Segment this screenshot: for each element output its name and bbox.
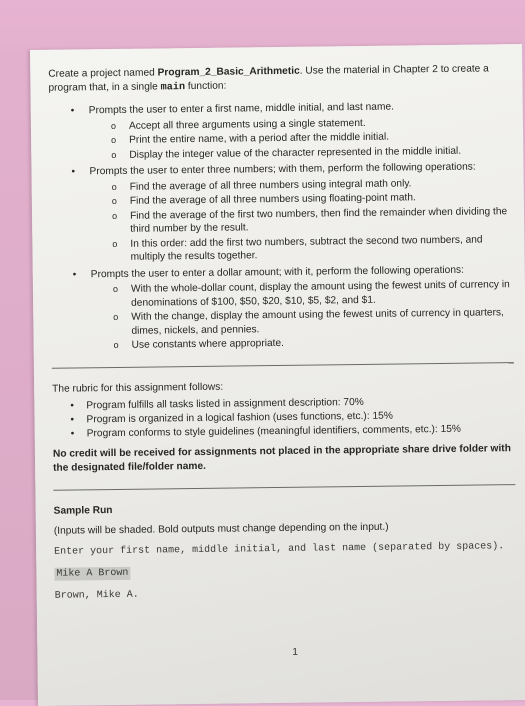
sample-run-note: (Inputs will be shaded. Bold outputs must change depending on the input.) [53,521,389,537]
intro-text: Create a project named [48,67,158,80]
sub-requirement-item: o Accept all three arguments using a single statement. [110,117,366,132]
circle-bullet-icon: o [113,311,119,323]
circle-bullet-icon: o [111,134,117,146]
no-credit-notice: No credit will be received for assignments not placed in the appropriate share drive folder with the designated file/folder name. [52,442,511,474]
bullet-icon: • [70,105,75,117]
bullet-icon: • [70,413,75,426]
divider [52,362,514,369]
bullet-icon: • [71,166,76,178]
page-number: 1 [292,646,299,658]
bullet-icon: • [70,399,74,412]
circle-bullet-icon: o [111,149,117,160]
circle-bullet-icon: o [113,339,119,351]
rubric-item: • Program conforms to style guidelines (meaningful identifiers, comments, etc.): 15% [70,423,462,440]
sub-requirement-item: o Print the entire name, with a period after the middle initial. [111,131,390,146]
sample-run-heading: Sample Run [53,504,113,517]
bullet-icon: • [72,268,77,280]
sub-requirement-item: o Find the average of all three numbers using integral math only. [111,177,412,193]
circle-bullet-icon: o [112,283,119,295]
sub-requirement-item: o Find the average of all three numbers using floating-point math. [111,192,416,207]
function-name: main [160,82,186,94]
rubric-item: • Program is organized in a logical fashion (uses functions, etc.): 15% [70,410,393,426]
requirement-item [49,160,512,265]
sample-prompt-text: Enter your first name, middle initial, and last name (separated by spaces). [54,540,505,558]
intro-text: function: [184,80,227,93]
sub-requirements-list [91,278,514,353]
sub-requirement-item: o Display the integer value of the character represented in the middle initial. [111,145,462,161]
sub-requirement-item: o Find the average of the first two numbers, then find the remainder when dividing the third number by the result. [111,205,508,235]
requirement-item [49,99,512,163]
circle-bullet-icon: o [111,181,117,192]
circle-bullet-icon: o [111,195,117,207]
requirement-text: Prompts the user to enter three numbers; with them, perform the following operations: [89,161,476,178]
divider [53,484,515,491]
sub-requirement-item: o In this order: add the first two numbers, subtract the second two numbers, and multiply the results together. [112,233,483,263]
sub-requirements-list [90,176,513,265]
requirement-text: Prompts the user to enter a first name, middle initial, and last name. [88,101,394,117]
bullet-icon: • [70,427,75,440]
circle-bullet-icon: o [110,120,117,131]
circle-bullet-icon: o [112,238,118,249]
sub-requirement-item: o With the whole-dollar count, display the amount using the fewest units of currency in denominations of $100, $50, $20, $10, $5, $2, and $1. [112,279,510,309]
circle-bullet-icon: o [111,210,118,221]
sub-requirement-item: o With the change, display the amount using the fewest units of currency in quarters, dimes, nickels, and pennies. [113,307,504,337]
sample-input-text: Mike A Brown [54,566,130,580]
sub-requirements-list [89,115,511,163]
sample-output-text: Brown, Mike A. [54,589,139,602]
requirement-text: Prompts the user to enter a dollar amount; with it, perform the following operations: [90,264,464,280]
rubric-item: • Program fulfills all tasks listed in assignment description: 70% [70,396,364,412]
document-page [30,44,525,706]
document-content [48,62,516,602]
requirements-list [49,99,514,353]
rubric-title: The rubric for this assignment follows: [52,381,224,395]
requirement-item [51,263,514,354]
intro-paragraph [48,62,510,97]
project-name: Program_2_Basic_Arithmetic [157,65,300,79]
intro-text: . Use the material in Chapter 2 to create a program that, in a single [48,63,489,94]
rubric-list [52,394,514,442]
sub-requirement-item: o Use constants where appropriate. [113,337,285,351]
